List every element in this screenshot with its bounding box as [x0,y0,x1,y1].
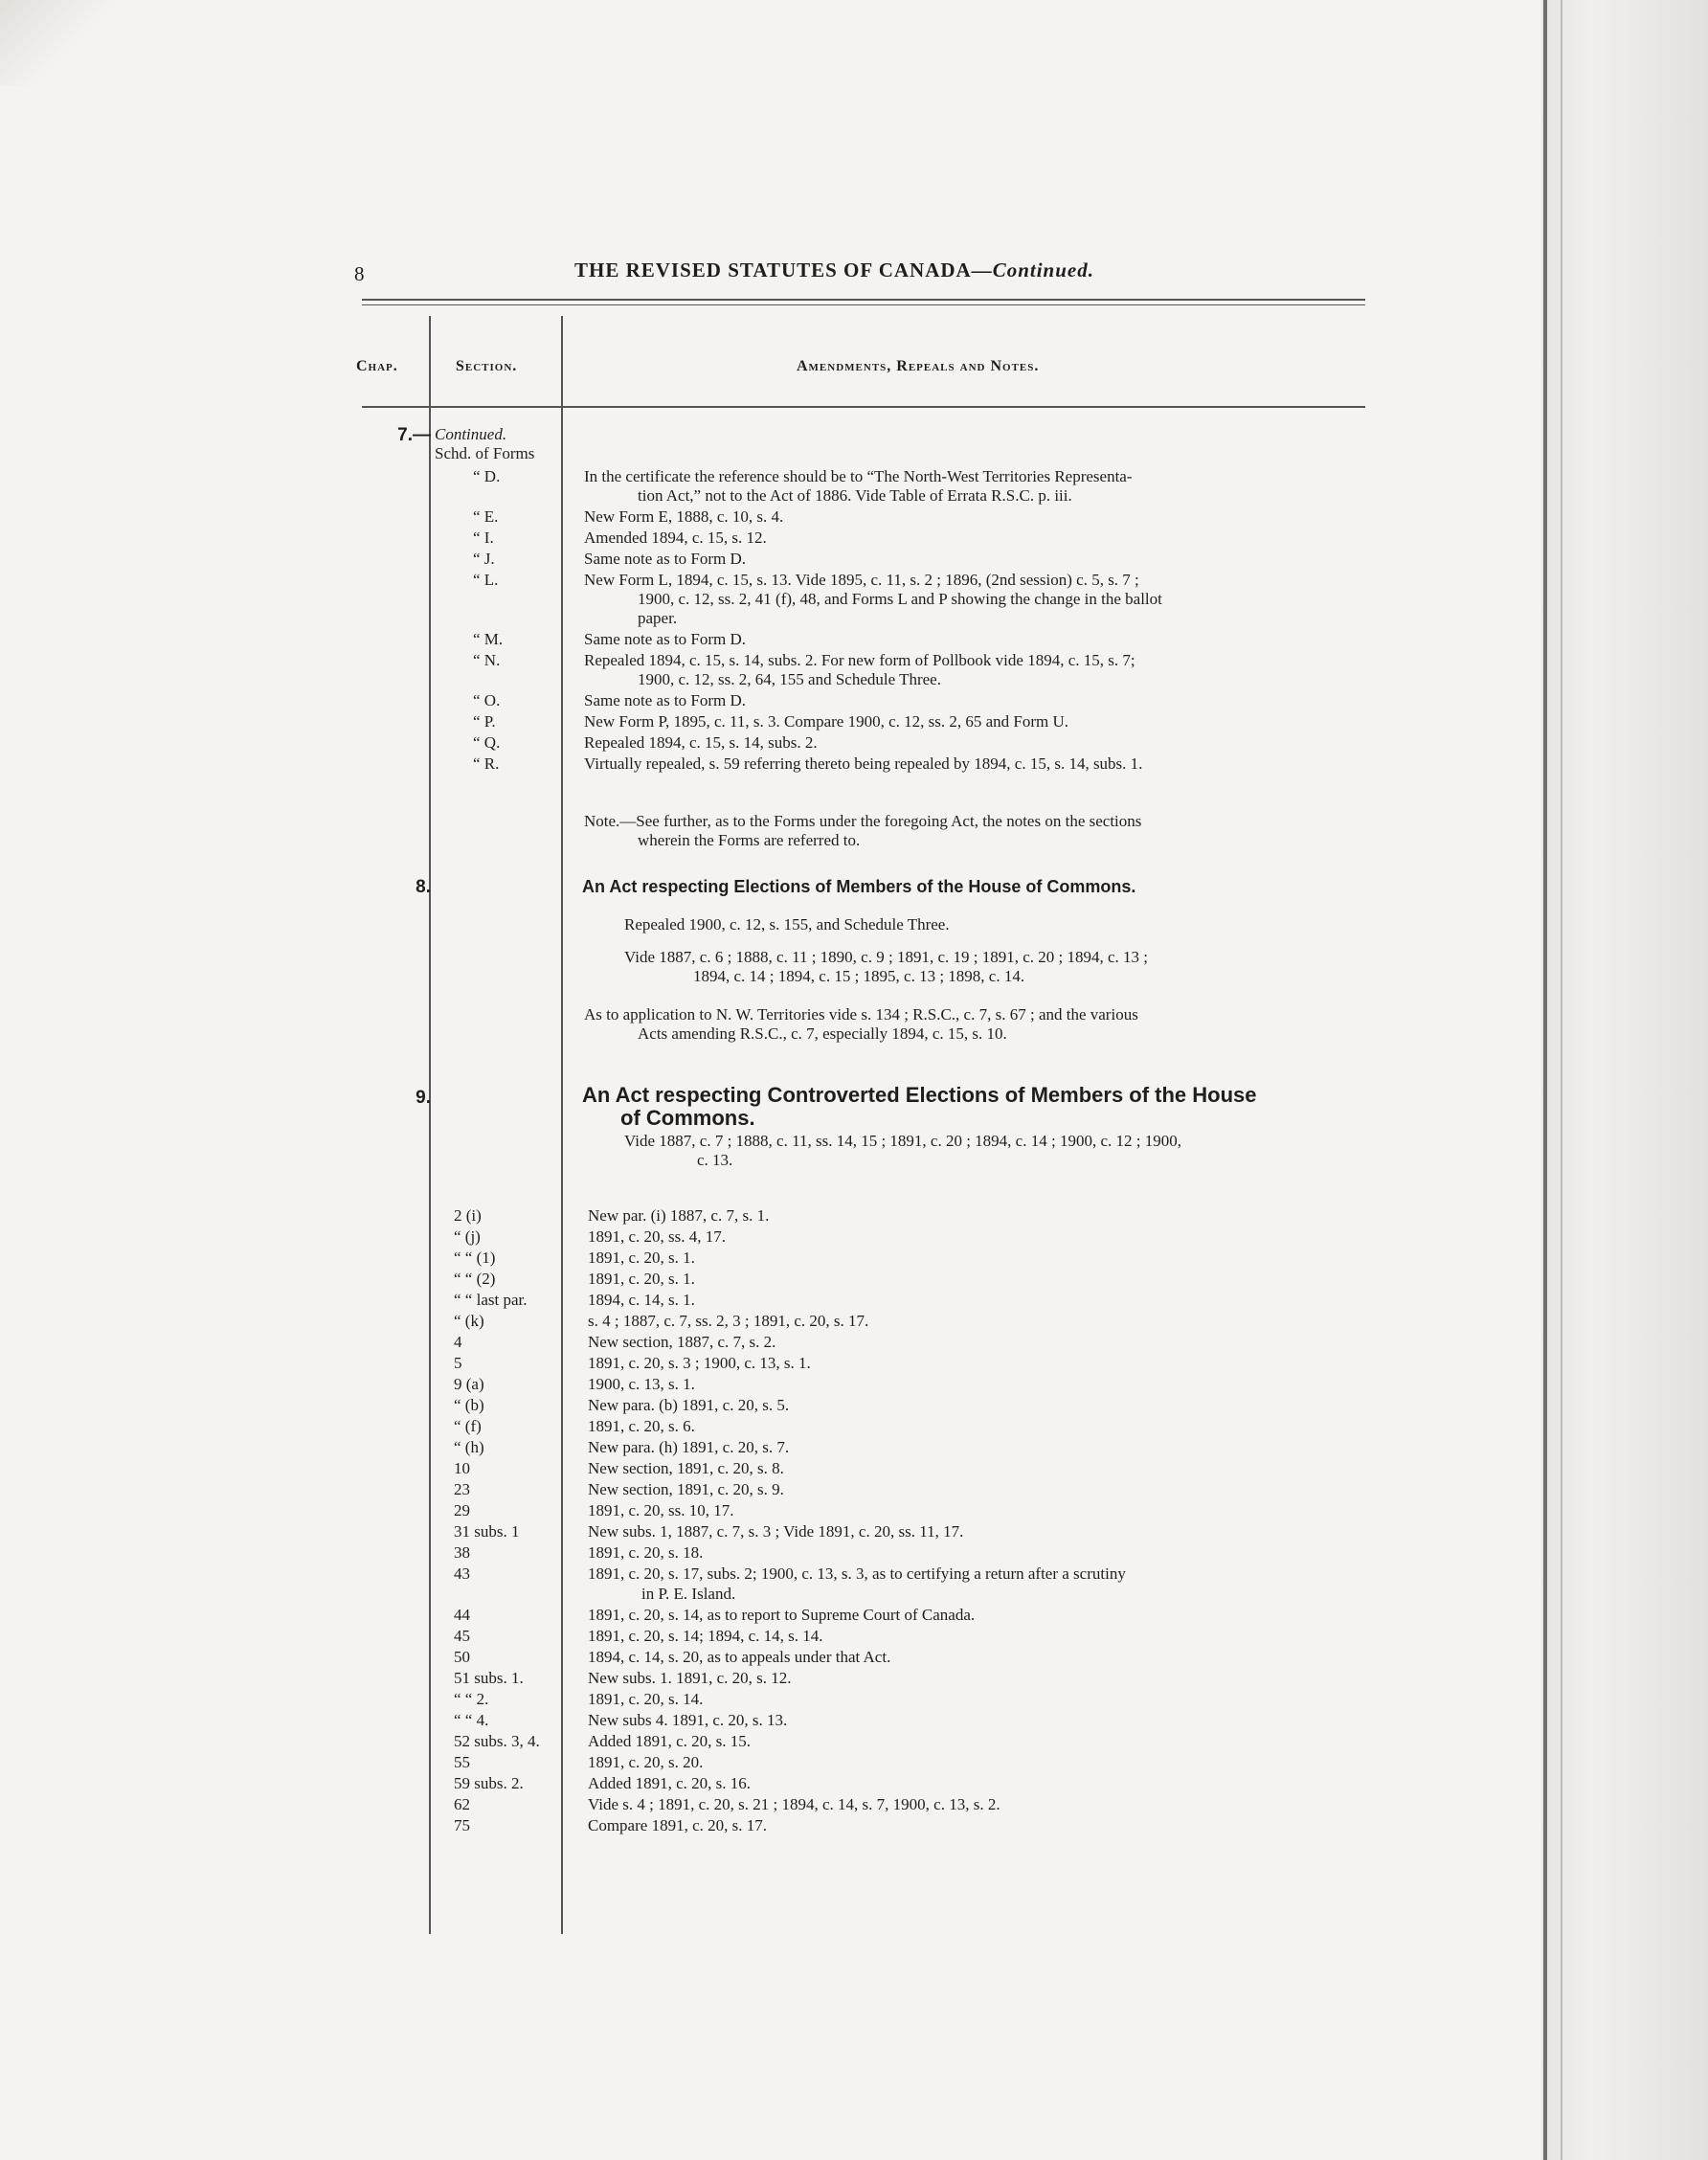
amendment-note-line: in P. E. Island. [641,1585,736,1603]
chap-8-repealed: Repealed 1900, c. 12, s. 155, and Schedule Three. [624,915,950,934]
amendment-note-line: 1891, c. 20, s. 6. [588,1417,695,1435]
section-ref: 4 [454,1333,462,1351]
section-ref: “ R. [473,754,500,773]
amendment-note-line: New subs 4. 1891, c. 20, s. 13. [588,1711,788,1729]
amendment-note-line: 1891, c. 20, s. 14; 1894, c. 14, s. 14. [588,1627,823,1645]
amendment-note-line: New subs. 1. 1891, c. 20, s. 12. [588,1669,792,1687]
amendment-note-line: New Form P, 1895, c. 11, s. 3. Compare 1900, c. 12, ss. 2, 65 and Form U. [584,712,1069,731]
amendment-note-line: 1891, c. 20, s. 18. [588,1543,704,1562]
running-head [574,259,1094,282]
section-ref: “ P. [473,712,496,731]
column-divider-section [561,316,563,1934]
chap-9-vide [624,1132,1419,1170]
section-ref: 75 [454,1816,470,1834]
running-head-title: THE REVISED STATUTES OF CANADA— [574,259,993,281]
amendment-note-line: New section, 1887, c. 7, s. 2. [588,1333,776,1351]
section-ref: “ “ last par. [454,1291,528,1309]
chap-7-note [584,812,1379,850]
amendment-note-line: New para. (b) 1891, c. 20, s. 5. [588,1396,790,1414]
chap-9-title-line-1: An Act respecting Controverted Elections of Members of the House [582,1083,1257,1107]
section-ref: 51 subs. 1. [454,1669,524,1687]
section-ref: “ I. [473,529,494,547]
chap-8-application-line-2: Acts amending R.S.C., c. 7, especially 1894, c. 15, s. 10. [638,1024,1007,1043]
section-ref: “ M. [473,630,504,648]
amendment-note-line: Amended 1894, c. 15, s. 12. [584,529,767,547]
chap-9-title [582,1084,1377,1130]
section-ref: 44 [454,1606,470,1624]
amendment-note-line: 1891, c. 20, s. 1. [588,1270,695,1288]
amendment-note-line: 1891, c. 20, s. 14, as to report to Supreme Court of Canada. [588,1606,976,1624]
chap-9-number: 9. [416,1088,431,1108]
document-page [354,249,1388,1896]
amendment-note-line: 1891, c. 20, ss. 4, 17. [588,1227,727,1246]
section-ref: 52 subs. 3, 4. [454,1732,540,1750]
section-ref: 31 subs. 1 [454,1522,520,1541]
chap-7-continued: Continued. [435,425,507,443]
amendment-note-line: Compare 1891, c. 20, s. 17. [588,1816,767,1834]
amendment-note-line: 1891, c. 20, s. 1. [588,1249,695,1267]
chap-8-application [584,1005,1379,1044]
column-divider-chap [429,316,431,1934]
section-ref: 59 subs. 2. [454,1774,524,1792]
chap-9-vide-line-2: c. 13. [697,1151,733,1169]
chap-8-title: An Act respecting Elections of Members of the House of Commons. [582,877,1136,896]
page-gutter-line-2 [1561,0,1562,2160]
section-ref: 5 [454,1354,462,1372]
section-ref: 43 [454,1564,470,1583]
section-ref: 2 (i) [454,1206,482,1225]
amendment-note-line: Same note as to Form D. [584,691,747,709]
chap-9-title-line-2: of Commons. [620,1106,755,1130]
running-head-suffix: Continued. [992,259,1094,281]
header-notes: Amendments, Repeals and Notes. [797,358,1040,374]
amendment-note-line: Same note as to Form D. [584,550,747,568]
top-rule-thin [362,304,1365,305]
amendment-note-line: 1900, c. 13, s. 1. [588,1375,695,1393]
chap-8-number: 8. [416,877,431,897]
section-ref: “ O. [473,691,501,709]
section-ref: “ “ 2. [454,1690,489,1708]
amendment-note-line: Virtually repealed, s. 59 referring thereto being repealed by 1894, c. 15, s. 14, subs. 1. [584,754,1143,773]
section-ref: “ (h) [454,1438,484,1456]
header-section: Section. [456,358,518,374]
amendment-note-line: 1900, c. 12, ss. 2, 41 (f), 48, and Forms L and P showing the change in the ballot [638,590,1162,608]
amendment-note-line: 1891, c. 20, s. 3 ; 1900, c. 13, s. 1. [588,1354,811,1372]
chap-7-note-line-2: wherein the Forms are referred to. [638,831,861,849]
amendment-note-line: 1891, c. 20, s. 20. [588,1753,704,1771]
facing-page-edge [1541,0,1708,2160]
amendment-note-line: s. 4 ; 1887, c. 7, ss. 2, 3 ; 1891, c. 20, s. 17. [588,1312,869,1330]
amendment-note-line: New subs. 1, 1887, c. 7, s. 3 ; Vide 1891, c. 20, ss. 11, 17. [588,1522,964,1541]
section-ref: “ (j) [454,1227,481,1246]
amendment-note-line: Repealed 1894, c. 15, s. 14, subs. 2. [584,733,818,752]
amendment-note-line: 1891, c. 20, s. 17, subs. 2; 1900, c. 13, s. 3, as to certifying a return after a scrutiny [588,1564,1126,1583]
amendment-note-line: Added 1891, c. 20, s. 16. [588,1774,751,1792]
amendment-note-line: Vide s. 4 ; 1891, c. 20, s. 21 ; 1894, c. 14, s. 7, 1900, c. 13, s. 2. [588,1795,1000,1813]
amendment-note-line: New section, 1891, c. 20, s. 8. [588,1459,784,1477]
amendment-note-line: Added 1891, c. 20, s. 15. [588,1732,751,1750]
amendment-note-line: New section, 1891, c. 20, s. 9. [588,1480,784,1498]
section-ref: 45 [454,1627,470,1645]
page-corner-fold [0,0,115,86]
chap-7-schedule-heading: Schd. of Forms [435,444,535,462]
chap-7-number: 7.— [397,425,431,445]
chap-9-vide-line-1: Vide 1887, c. 7 ; 1888, c. 11, ss. 14, 15 ; 1891, c. 20 ; 1894, c. 14 ; 1900, c. 12 ; 1900, [624,1132,1181,1150]
amendment-note-line: 1894, c. 14, s. 1. [588,1291,695,1309]
chap-7-note-line-1: Note.—See further, as to the Forms under the foregoing Act, the notes on the sections [584,812,1142,830]
amendment-note-line: 1891, c. 20, ss. 10, 17. [588,1501,734,1519]
section-ref: “ “ (2) [454,1270,496,1288]
chap-8-vide [624,948,1419,986]
section-ref: “ N. [473,651,501,669]
section-ref: 38 [454,1543,470,1562]
section-ref: “ E. [473,507,499,526]
amendment-note-line: Same note as to Form D. [584,630,747,648]
page-number: 8 [354,262,365,285]
amendment-note-line: New par. (i) 1887, c. 7, s. 1. [588,1206,770,1225]
section-ref: 62 [454,1795,470,1813]
amendment-note-line: Repealed 1894, c. 15, s. 14, subs. 2. For new form of Pollbook vide 1894, c. 15, s. 7; [584,651,1135,669]
amendment-note-line: New Form E, 1888, c. 10, s. 4. [584,507,784,526]
amendment-note-line: New Form L, 1894, c. 15, s. 13. Vide 1895, c. 11, s. 2 ; 1896, (2nd session) c. 5, s. 7 ; [584,571,1139,589]
section-ref: “ “ (1) [454,1249,496,1267]
section-ref: 23 [454,1480,470,1498]
section-ref: “ D. [473,467,501,485]
section-ref: 10 [454,1459,470,1477]
amendment-note-line: 1894, c. 14, s. 20, as to appeals under that Act. [588,1648,891,1666]
amendment-note-line: tion Act,” not to the Act of 1886. Vide Table of Errata R.S.C. p. iii. [638,486,1072,505]
section-ref: “ J. [473,550,495,568]
section-ref: “ (f) [454,1417,482,1435]
section-ref: “ (b) [454,1396,484,1414]
page-gutter-line [1543,0,1547,2160]
section-ref: “ Q. [473,733,501,752]
section-ref: 50 [454,1648,470,1666]
amendment-note-line: paper. [638,609,678,627]
chap-8-application-line-1: As to application to N. W. Territories vide s. 134 ; R.S.C., c. 7, s. 67 ; and the various [584,1005,1138,1024]
amendment-note-line: In the certificate the reference should be to “The North-West Territories Representa- [584,467,1133,485]
chap-8-vide-line-2: 1894, c. 14 ; 1894, c. 15 ; 1895, c. 13 ; 1898, c. 14. [693,967,1025,985]
amendment-note-line: New para. (h) 1891, c. 20, s. 7. [588,1438,790,1456]
section-ref: 55 [454,1753,470,1771]
section-ref: “ L. [473,571,499,589]
section-ref: “ (k) [454,1312,484,1330]
header-chap: Chap. [356,358,398,374]
top-rule [362,299,1365,301]
header-rule [362,406,1365,408]
chap-8-vide-line-1: Vide 1887, c. 6 ; 1888, c. 11 ; 1890, c. 9 ; 1891, c. 19 ; 1891, c. 20 ; 1894, c. 13 ; [624,948,1149,966]
section-ref: 9 (a) [454,1375,484,1393]
amendment-note-line: 1900, c. 12, ss. 2, 64, 155 and Schedule Three. [638,670,941,688]
section-ref: 29 [454,1501,470,1519]
section-ref: “ “ 4. [454,1711,489,1729]
amendment-note-line: 1891, c. 20, s. 14. [588,1690,704,1708]
